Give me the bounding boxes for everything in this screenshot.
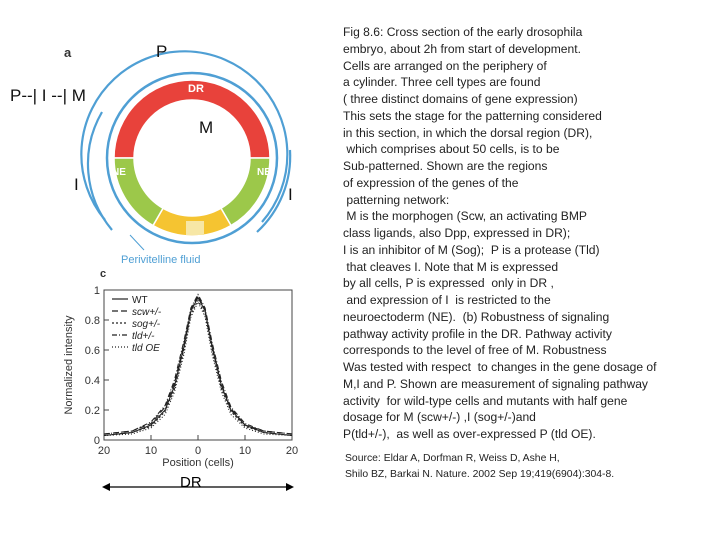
embryo-cross-section [107,73,277,243]
caption-line: that cleaves I. Note that M is expressed [343,259,559,274]
label-p: P [156,42,168,61]
y-tick-label: 1 [93,285,100,297]
legend-label: sog+/- [132,319,161,330]
label-p-i-m: P--| I --| M [10,86,86,105]
perivitelline-pointer [130,235,144,250]
ventral-cell-marker [186,221,204,235]
x-tick-label: 20 [97,445,111,457]
caption-line: ( three distinct domains of gene expression) [343,92,578,106]
panel-c-letter: c [100,268,107,280]
region-ne-right-label: NE [257,167,271,178]
legend-label: tld OE [132,343,160,354]
y-tick-label: 0.4 [84,375,100,387]
caption-line: class ligands, also Dpp, expressed in DR); [343,226,571,240]
caption-line: I is an inhibitor of M (Sog); P is a protease (Tld) [343,242,600,257]
region-ne-left-label: NE [112,167,126,178]
perivitelline-label: Perivitelline fluid [121,254,201,266]
label-i-right: I [288,185,293,204]
caption-line: patterning network: [343,192,450,207]
caption-line: neuroectoderm (NE). (b) Robustness of signaling [343,309,610,324]
caption-line: dosage for M (scw+/-) ,I (sog+/-)and [343,410,536,425]
label-m: M [199,118,214,137]
caption-line: and expression of I is restricted to the [343,293,551,307]
caption-line: Fig 8.6: Cross section of the early drosophila [343,25,583,39]
figure-canvas [0,0,340,540]
legend-label: scw+/- [132,307,162,318]
caption-line: Sub-patterned. Shown are the regions [343,159,548,173]
source-line: Source: Eldar A, Dorfman R, Weiss D, Ashe H, [345,453,560,464]
caption-line: activity for wild-type cells and mutants with half gene [343,393,628,408]
caption-line: which comprises about 50 cells, is to be [343,142,560,157]
figure-caption [343,24,713,443]
caption-line: M is the morphogen (Scw, an activating BMP [343,209,588,224]
figure-source [345,451,715,482]
intensity-chart [63,285,298,469]
x-tick-label: 20 [285,445,299,457]
caption-line: a cylinder. Three cell types are found [343,75,541,90]
caption-line: of expression of the genes of the [343,175,519,190]
x-tick-label: 0 [194,445,202,457]
caption-line: corresponds to the level of free of M. Robustness [343,343,607,358]
label-i-left: I [74,175,79,194]
yolk-interior [135,101,249,215]
caption-line: in this section, in which the dorsal region (DR), [343,125,593,140]
caption-line: Was tested with respect to changes in the gene dosage of [343,360,657,374]
caption-line: by all cells, P is expressed only in DR , [343,276,554,291]
y-tick-label: 0 [93,435,100,447]
y-axis-label: Normalized intensity [63,315,75,415]
caption-line: M,I and P. Shown are measurement of signaling pathway [343,376,648,391]
legend-label: WT [132,295,148,306]
source-line: Shilo BZ, Barkai N. Nature. 2002 Sep 19;419(6904):304-8. [345,468,615,480]
x-tick-label: 10 [238,445,252,457]
panel-a-letter: a [64,45,72,60]
region-dr-label: DR [188,83,204,95]
x-axis-label: Position (cells) [162,457,234,469]
caption-line: embryo, about 2h from start of development. [343,41,581,56]
caption-line: Cells are arranged on the periphery of [343,58,547,73]
y-tick-label: 0.2 [84,405,100,417]
y-tick-label: 0.8 [84,315,100,327]
caption-line: pathway activity profile in the DR. Pathway activity [343,326,612,341]
legend-label: tld+/- [132,331,155,342]
y-tick-label: 0.6 [84,345,100,357]
dr-span-label: DR [180,474,202,491]
x-tick-label: 10 [144,445,158,457]
caption-line: P(tld+/-), as well as over-expressed P (tld OE). [343,427,596,441]
caption-line: This sets the stage for the patterning considered [343,108,602,123]
